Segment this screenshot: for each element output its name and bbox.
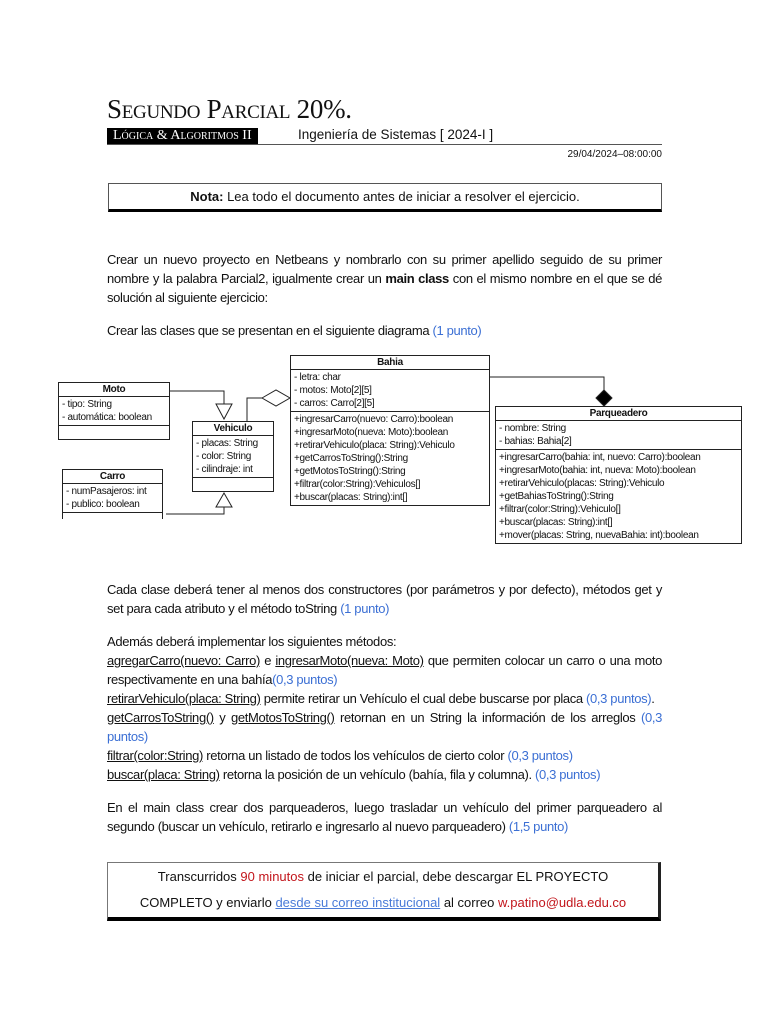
carro-inheritance-line [166,507,224,514]
submission-text: COMPLETO y enviarlo [139,895,276,910]
class-name: Moto [59,383,169,397]
class-name: Bahia [291,356,489,370]
class-parqueadero [495,406,742,544]
intro-bold: main class [385,271,449,286]
note-text: Lea todo el documento antes de iniciar a resolver el ejercicio. [223,189,580,204]
methods [291,412,489,505]
points-label: (1 punto) [432,323,482,338]
method: +retirarVehiculo(placa: String):Vehiculo [294,440,455,451]
diagram-intro-text: Crear las clases que se presentan en el siguiente diagrama [107,323,433,338]
methods [496,450,741,543]
points-label: (0,3 puntos) [535,767,601,782]
note-label: Nota: [190,189,224,204]
points-label: (1,5 punto) [508,819,568,834]
method: +mover(placas: String, nuevaBahia: int):boolean [499,530,699,541]
method: +retirarVehiculo(placas: String):Vehiculo [499,478,665,489]
points-label: (0,3 puntos) [272,672,338,687]
method-text: que permiten colocar un carro o una moto respectivamente en una bahía [107,653,662,687]
method-signature: retirarVehiculo(placa: String) [107,691,261,706]
method-text: retornan en un String la información de los arreglos [334,710,641,725]
attributes [59,397,169,426]
intro-text: Crear un nuevo proyecto en Netbeans y nombrarlo con su primer apellido seguido de su primer nombre y la palabra Parcial2, igualmente crear un [107,252,662,286]
inheritance-triangle-moto [216,404,232,419]
methods-section [107,632,662,784]
teacher-email: w.patino@udla.edu.co [498,895,627,910]
program-subtitle: Ingeniería de Sistemas [ 2024-I ] [298,127,494,142]
method: +filtrar(color:String):Vehiculo[] [499,504,621,515]
attribute: - publico: boolean [66,499,140,510]
method: +buscar(placas: String):int[] [294,492,408,503]
method: +ingresarMoto(bahia: int, nueva: Moto):boolean [499,465,696,476]
class-moto [58,382,170,440]
submission-line-2 [108,890,658,916]
points-label: (1 punto) [340,601,390,616]
main-class-paragraph [107,798,662,836]
attribute: - automática: boolean [62,412,152,423]
aggregation-diamond [262,390,290,406]
submission-text: de iniciar el parcial, debe descargar EL PROYECTO [304,869,609,884]
attributes [193,436,273,478]
inheritance-triangle-carro [216,493,232,507]
course-banner: Lógica & Algoritmos II [107,128,258,144]
time-limit: 90 minutos [240,869,304,884]
attribute: - placas: String [196,438,258,449]
composition-diamond [596,390,612,406]
submission-text: al correo [440,895,499,910]
page-title: Segundo Parcial 20%. [107,94,352,124]
method: +filtrar(color:String):Vehiculos[] [294,479,421,490]
attribute: - cilindraje: int [196,464,253,475]
method-text: retorna la posición de un vehículo (bahía, fila y columna). [219,767,535,782]
points-label: (0,3 puntos) [107,710,662,744]
attributes [63,484,162,513]
vehiculo-aggregation-line [247,398,262,421]
methods-heading: Además deberá implementar los siguientes métodos: [107,634,397,649]
main-class-text: En el main class crear dos parqueaderos, luego trasladar un vehículo del primer parqueadero al segundo (buscar un vehículo, retirarlo e ingresarlo al nuevo parqueadero) [107,800,662,834]
method: +buscar(placas: String):int[] [499,517,613,528]
method-text: y [213,710,231,725]
method-signature: filtrar(color:String) [107,748,203,763]
method: +getCarrosToString():String [294,453,408,464]
class-bahia [290,355,490,506]
constructors-text: Cada clase deberá tener al menos dos constructores (por parámetros y por defecto), métodos get y set para cada atributo y el método toString [107,582,662,616]
method-signature: getCarrosToString() [107,710,214,725]
attribute: - numPasajeros: int [66,486,147,497]
methods [63,513,162,519]
bahia-composition-line [488,377,604,391]
attribute: - motos: Moto[2][5] [294,385,372,396]
method-text: retorna un listado de todos los vehículos de cierto color [202,748,508,763]
class-name: Parqueadero [496,407,741,421]
method-signature: agregarCarro(nuevo: Carro) [107,653,260,668]
method-item [107,765,662,784]
class-vehiculo [192,421,274,492]
method: +ingresarCarro(bahia: int, nuevo: Carro):boolean [499,452,701,463]
method-text: permite retirar un Vehículo el cual debe buscarse por placa [260,691,587,706]
method: +ingresarCarro(nuevo: Carro):boolean [294,414,454,425]
institutional-email-link[interactable]: desde su correo institucional [275,895,441,910]
method: +getMotosToString():String [294,466,406,477]
class-carro [62,469,163,519]
attribute: - color: String [196,451,251,462]
class-name: Carro [63,470,162,484]
submission-text: Transcurridos [157,869,241,884]
submission-line-1 [108,864,658,890]
method-item [107,651,662,689]
points-label: (0,3 puntos) [507,748,573,763]
attribute: - bahias: Bahia[2] [499,436,572,447]
attributes [291,370,489,412]
method-signature: ingresarMoto(nueva: Moto) [275,653,424,668]
method-text: . [651,691,655,706]
methods [59,426,169,439]
attribute: - carros: Carro[2][5] [294,398,375,409]
method: +getBahiasToString():String [499,491,614,502]
document-body [62,250,701,921]
moto-inheritance-line [168,391,224,404]
attributes [496,421,741,450]
uml-diagram [62,346,701,568]
method-item [107,746,662,765]
method-item [107,689,662,708]
attribute: - nombre: String [499,423,566,434]
methods [193,478,273,491]
submission-box [107,862,661,921]
method-text: e [260,653,276,668]
points-label: (0,3 puntos) [586,691,652,706]
exam-date: 29/04/2024–08:00:00 [567,149,662,160]
method-signature: getMotosToString() [230,710,335,725]
attribute: - tipo: String [62,399,112,410]
method: +ingresarMoto(nueva: Moto):boolean [294,427,449,438]
class-name: Vehiculo [193,422,273,436]
attribute: - letra: char [294,372,341,383]
method-signature: buscar(placa: String) [107,767,220,782]
intro-text-2: con el mismo nombre en el que se dé solución al siguiente ejercicio: [107,271,662,305]
method-item [107,708,662,746]
